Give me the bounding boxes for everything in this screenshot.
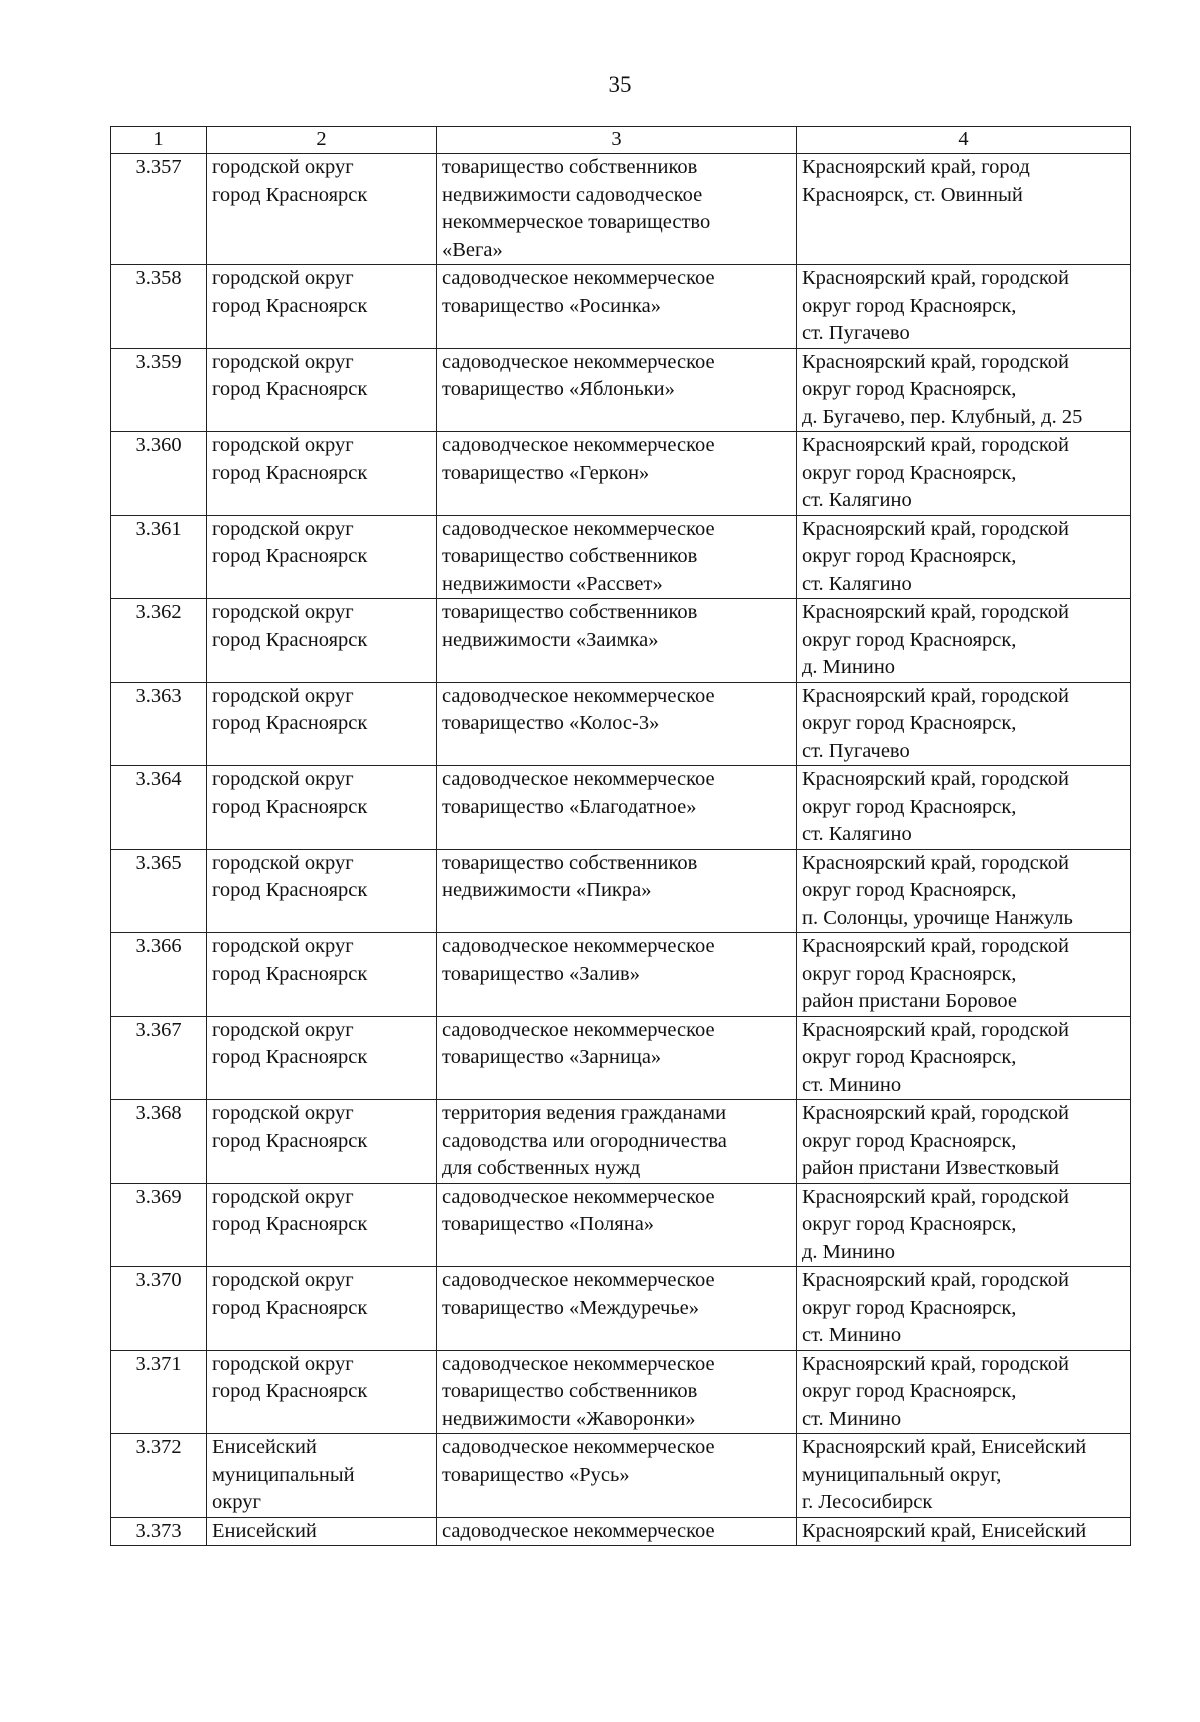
location-cell xyxy=(797,1016,1131,1100)
organization-cell xyxy=(437,432,797,516)
organization-cell xyxy=(437,849,797,933)
table-row xyxy=(111,1517,1131,1546)
organization-cell xyxy=(437,154,797,265)
location-cell-text: Красноярский край, городской округ город Красноярск, ст. Минино xyxy=(802,1018,1070,1096)
district-cell xyxy=(207,1434,437,1518)
table-row xyxy=(111,154,1131,265)
organization-cell-text: садоводческое некоммерческое товарищество «Благодатное» xyxy=(442,768,715,818)
district-cell xyxy=(207,265,437,349)
row-number-cell xyxy=(111,766,207,850)
organization-cell-text: товарищество собственников недвижимости садоводческое некоммерческое товарищество «Вега» xyxy=(442,156,711,261)
row-number-cell-text: 3.372 xyxy=(135,1436,182,1458)
district-cell-text: Енисейский муниципальный округ xyxy=(212,1436,355,1513)
table-row xyxy=(111,599,1131,683)
location-cell-text: Красноярский край, Енисейский xyxy=(802,1519,1087,1542)
registry-table xyxy=(110,126,1131,1546)
organization-cell xyxy=(437,1517,797,1546)
organization-cell-text: садоводческое некоммерческое товарищество «Яблоньки» xyxy=(442,350,715,400)
row-number-cell xyxy=(111,1434,207,1518)
location-cell xyxy=(797,1183,1131,1267)
location-cell xyxy=(797,766,1131,850)
district-cell-text: городской округ город Красноярск xyxy=(212,1018,368,1068)
row-number-cell xyxy=(111,1350,207,1434)
district-cell xyxy=(207,766,437,850)
row-number-cell xyxy=(111,154,207,265)
row-number-cell-text: 3.369 xyxy=(135,1185,182,1208)
organization-cell-text: садоводческое некоммерческое товарищество «Поляна» xyxy=(442,1185,715,1235)
row-number-cell-text: 3.363 xyxy=(135,684,182,707)
row-number-cell-text: 3.371 xyxy=(135,1352,182,1375)
district-cell-text: Енисейский xyxy=(212,1519,317,1542)
page-number: 35 xyxy=(608,72,632,97)
district-cell xyxy=(207,432,437,516)
row-number-cell-text: 3.364 xyxy=(135,768,182,790)
district-cell-text: городской округ город Красноярск xyxy=(212,350,368,400)
organization-cell-text: садоводческое некоммерческое товарищество «Зарница» xyxy=(442,1018,715,1068)
organization-cell xyxy=(437,1183,797,1267)
district-cell xyxy=(207,1183,437,1267)
organization-cell-text: садоводческое некоммерческое xyxy=(442,1519,715,1542)
organization-cell-text: садоводческое некоммерческое товарищество собственников недвижимости «Жаворонки» xyxy=(442,1352,715,1430)
district-cell-text: городской округ город Красноярск xyxy=(212,1102,368,1152)
district-cell xyxy=(207,933,437,1017)
organization-cell xyxy=(437,599,797,683)
table-row xyxy=(111,432,1131,516)
organization-cell-text: садоводческое некоммерческое товарищество собственников недвижимости «Рассвет» xyxy=(442,517,715,595)
row-number-cell xyxy=(111,933,207,1017)
district-cell xyxy=(207,515,437,599)
row-number-cell xyxy=(111,1016,207,1100)
organization-cell-text: садоводческое некоммерческое товарищество «Колос-3» xyxy=(442,684,715,734)
location-cell xyxy=(797,599,1131,683)
district-cell xyxy=(207,599,437,683)
location-cell-text: Красноярский край, городской округ город Красноярск, район пристани Боровое xyxy=(802,935,1070,1012)
location-cell-text: Красноярский край, городской округ город Красноярск, ст. Минино xyxy=(802,1352,1070,1430)
district-cell-text: городской округ город Красноярск xyxy=(212,768,368,818)
district-cell xyxy=(207,1517,437,1546)
district-cell-text: городской округ город Красноярск xyxy=(212,156,368,206)
organization-cell xyxy=(437,1100,797,1184)
table-row xyxy=(111,849,1131,933)
row-number-cell-text: 3.373 xyxy=(135,1519,182,1542)
location-cell-text: Красноярский край, городской округ город Красноярск, район пристани Известковый xyxy=(802,1102,1070,1179)
location-cell-text: Красноярский край, городской округ город Красноярск, д. Минино xyxy=(802,1185,1070,1263)
district-cell-text: городской округ город Красноярск xyxy=(212,1185,368,1235)
row-number-cell-text: 3.367 xyxy=(135,1018,182,1041)
table-body xyxy=(111,154,1131,1546)
table-row xyxy=(111,265,1131,349)
row-number-cell xyxy=(111,1100,207,1184)
table-row xyxy=(111,933,1131,1017)
location-cell xyxy=(797,1434,1131,1518)
location-cell xyxy=(797,515,1131,599)
table-row xyxy=(111,1016,1131,1100)
row-number-cell xyxy=(111,515,207,599)
table-row xyxy=(111,1100,1131,1184)
organization-cell xyxy=(437,348,797,432)
table-row xyxy=(111,1350,1131,1434)
row-number-cell xyxy=(111,432,207,516)
location-cell-text: Красноярский край, городской округ город Красноярск, д. Бугачево, пер. Клубный, д. 25 xyxy=(802,350,1083,428)
row-number-cell-text: 3.360 xyxy=(135,434,182,456)
column-header-1: 1 xyxy=(111,127,207,154)
organization-cell-text: садоводческое некоммерческое товарищество «Русь» xyxy=(442,1436,715,1486)
column-header-2: 2 xyxy=(207,127,437,154)
district-cell-text: городской округ город Красноярск xyxy=(212,851,368,901)
district-cell-text: городской округ город Красноярск xyxy=(212,1352,368,1402)
district-cell-text: городской округ город Красноярск xyxy=(212,267,368,317)
table-row xyxy=(111,1183,1131,1267)
organization-cell-text: товарищество собственников недвижимости «Заимка» xyxy=(442,601,698,651)
organization-cell xyxy=(437,1350,797,1434)
row-number-cell xyxy=(111,599,207,683)
location-cell-text: Красноярский край, городской округ город Красноярск, ст. Пугачево xyxy=(802,684,1070,762)
location-cell-text: Красноярский край, городской округ город Красноярск, ст. Калягино xyxy=(802,434,1070,511)
table-row xyxy=(111,348,1131,432)
location-cell-text: Красноярский край, городской округ город Красноярск, ст. Пугачево xyxy=(802,267,1070,344)
district-cell-text: городской округ город Красноярск xyxy=(212,434,368,484)
location-cell xyxy=(797,348,1131,432)
location-cell xyxy=(797,1267,1131,1351)
organization-cell-text: территория ведения гражданами садоводства или огородничества для собственных нужд xyxy=(442,1102,727,1179)
district-cell xyxy=(207,1016,437,1100)
row-number-cell xyxy=(111,849,207,933)
row-number-cell-text: 3.366 xyxy=(135,935,182,957)
district-cell-text: городской округ город Красноярск xyxy=(212,684,368,734)
organization-cell xyxy=(437,682,797,766)
district-cell xyxy=(207,1100,437,1184)
row-number-cell xyxy=(111,348,207,432)
location-cell xyxy=(797,682,1131,766)
organization-cell-text: садоводческое некоммерческое товарищество «Росинка» xyxy=(442,267,715,317)
location-cell xyxy=(797,154,1131,265)
location-cell xyxy=(797,933,1131,1017)
table-row xyxy=(111,1434,1131,1518)
row-number-cell xyxy=(111,1267,207,1351)
district-cell xyxy=(207,682,437,766)
row-number-cell-text: 3.370 xyxy=(135,1269,182,1291)
row-number-cell-text: 3.365 xyxy=(135,851,182,874)
location-cell xyxy=(797,265,1131,349)
organization-cell xyxy=(437,933,797,1017)
organization-cell xyxy=(437,1267,797,1351)
location-cell-text: Красноярский край, Енисейский муниципальный округ, г. Лесосибирск xyxy=(802,1436,1087,1513)
district-cell xyxy=(207,348,437,432)
row-number-cell xyxy=(111,682,207,766)
column-header-4: 4 xyxy=(797,127,1131,154)
organization-cell xyxy=(437,515,797,599)
row-number-cell-text: 3.359 xyxy=(135,350,182,373)
district-cell xyxy=(207,1350,437,1434)
organization-cell-text: товарищество собственников недвижимости «Пикра» xyxy=(442,851,698,901)
row-number-cell-text: 3.358 xyxy=(135,267,182,289)
row-number-cell xyxy=(111,265,207,349)
location-cell xyxy=(797,1100,1131,1184)
organization-cell xyxy=(437,766,797,850)
district-cell xyxy=(207,154,437,265)
district-cell-text: городской округ город Красноярск xyxy=(212,1269,368,1319)
column-header-3: 3 xyxy=(437,127,797,154)
location-cell xyxy=(797,432,1131,516)
row-number-cell xyxy=(111,1517,207,1546)
row-number-cell-text: 3.362 xyxy=(135,601,182,623)
row-number-cell-text: 3.361 xyxy=(135,517,182,540)
row-number-cell-text: 3.357 xyxy=(135,156,182,178)
location-cell xyxy=(797,1517,1131,1546)
organization-cell xyxy=(437,1016,797,1100)
location-cell xyxy=(797,849,1131,933)
district-cell xyxy=(207,849,437,933)
table-row xyxy=(111,682,1131,766)
table-row xyxy=(111,766,1131,850)
row-number-cell xyxy=(111,1183,207,1267)
table-row xyxy=(111,1267,1131,1351)
location-cell-text: Красноярский край, городской округ город Красноярск, п. Солонцы, урочище Нанжуль xyxy=(802,851,1073,929)
location-cell-text: Красноярский край, городской округ город Красноярск, ст. Минино xyxy=(802,1269,1070,1346)
organization-cell-text: садоводческое некоммерческое товарищество «Геркон» xyxy=(442,434,715,484)
district-cell-text: городской округ город Красноярск xyxy=(212,935,368,985)
table-row xyxy=(111,515,1131,599)
table-header-row xyxy=(111,127,1131,154)
district-cell-text: городской округ город Красноярск xyxy=(212,601,368,651)
location-cell xyxy=(797,1350,1131,1434)
organization-cell-text: садоводческое некоммерческое товарищество «Залив» xyxy=(442,935,715,985)
location-cell-text: Красноярский край, город Красноярск, ст. Овинный xyxy=(802,156,1030,206)
district-cell xyxy=(207,1267,437,1351)
organization-cell xyxy=(437,1434,797,1518)
district-cell-text: городской округ город Красноярск xyxy=(212,517,368,567)
location-cell-text: Красноярский край, городской округ город Красноярск, д. Минино xyxy=(802,601,1070,678)
row-number-cell-text: 3.368 xyxy=(135,1102,182,1124)
organization-cell xyxy=(437,265,797,349)
location-cell-text: Красноярский край, городской округ город Красноярск, ст. Калягино xyxy=(802,517,1070,595)
organization-cell-text: садоводческое некоммерческое товарищество «Междуречье» xyxy=(442,1269,715,1319)
location-cell-text: Красноярский край, городской округ город Красноярск, ст. Калягино xyxy=(802,768,1070,845)
